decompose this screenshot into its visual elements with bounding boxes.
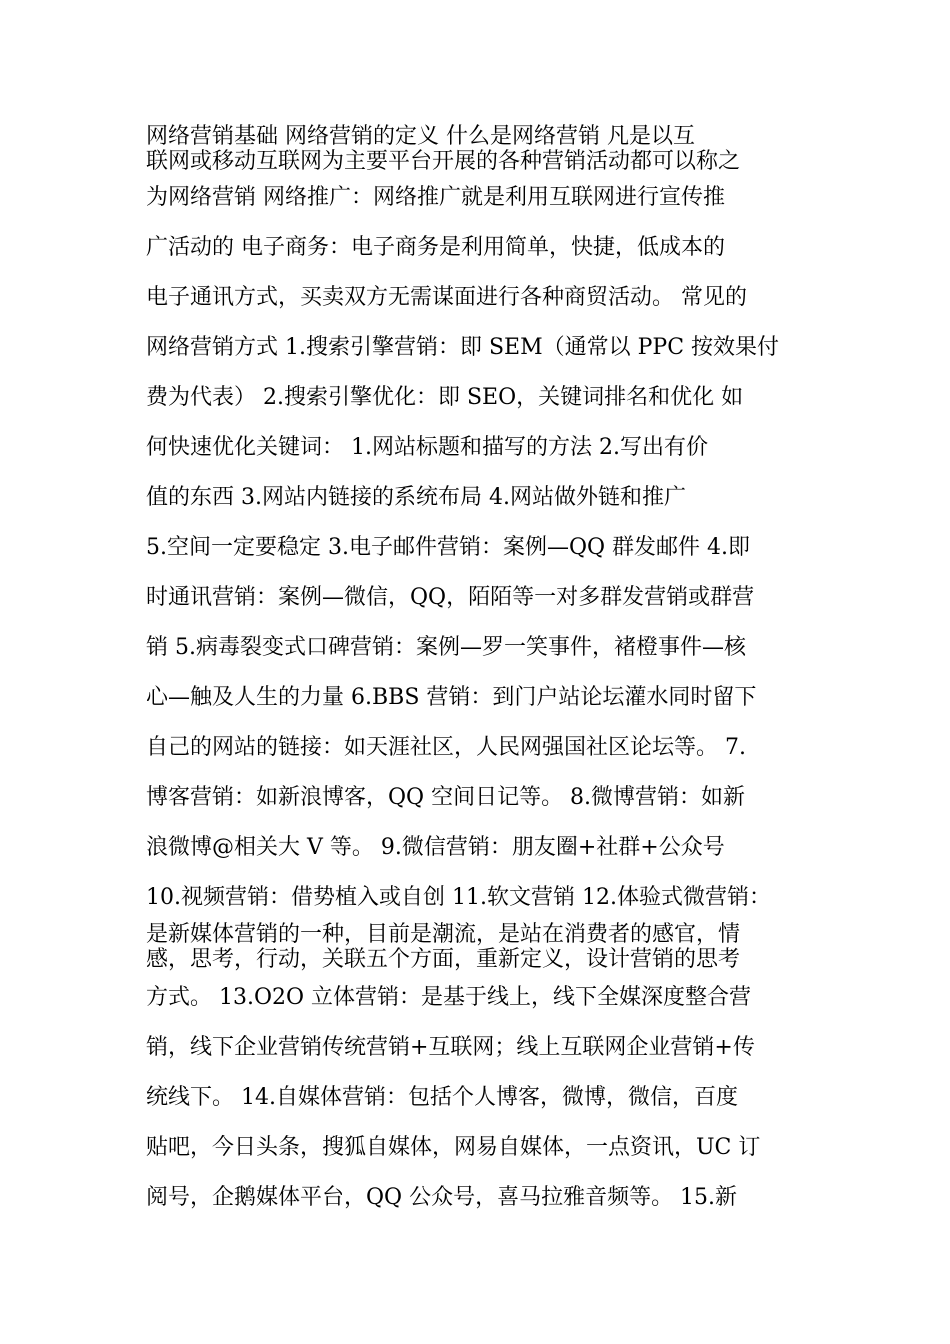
text-line: 统线下。 14.自媒体营销：包括个人博客，微博，微信，百度 [146,1085,738,1110]
text-line: 电子通讯方式，买卖双方无需谋面进行各种商贸活动。 常见的 [146,285,747,310]
text-line: 时通讯营销：案例—微信，QQ，陌陌等一对多群发营销或群营 [146,585,755,610]
text-line: 费为代表） 2.搜索引擎优化：即 SEO，关键词排名和优化 如 [146,385,744,410]
text-line: 联网或移动互联网为主要平台开展的各种营销活动都可以称之 [146,149,741,174]
text-line: 心—触及人生的力量 6.BBS 营销：到门户站论坛灌水同时留下 [146,685,757,710]
text-line: 何快速优化关键词： 1.网站标题和描写的方法 2.写出有价 [146,435,708,460]
text-line: 广活动的 电子商务：电子商务是利用简单，快捷，低成本的 [146,235,725,260]
text-line: 感，思考，行动，关联五个方面，重新定义，设计营销的思考 [146,947,741,972]
text-line: 是新媒体营销的一种，目前是潮流，是站在消费者的感官，情 [146,922,741,947]
text-line: 浪微博@相关大 V 等。 9.微信营销：朋友圈+社群+公众号 [146,835,725,860]
text-line: 销 5.病毒裂变式口碑营销：案例—罗一笑事件，褚橙事件—核 [146,635,746,660]
text-line: 阅号，企鹅媒体平台，QQ 公众号，喜马拉雅音频等。 15.新 [146,1185,738,1210]
text-line: 为网络营销 网络推广：网络推广就是利用互联网进行宣传推 [146,185,725,210]
text-line: 网络营销方式 1.搜索引擎营销：即 SEM（通常以 PPC 按效果付 [146,335,780,360]
text-line: 5.空间一定要稳定 3.电子邮件营销：案例—QQ 群发邮件 4.即 [146,535,751,560]
text-line: 10.视频营销：借势植入或自创 11.软文营销 12.体验式微营销： [146,885,771,910]
text-line: 销，线下企业营销传统营销+互联网；线上互联网企业营销+传 [146,1035,755,1060]
text-line: 博客营销：如新浪博客，QQ 空间日记等。 8.微博营销：如新 [146,785,746,810]
text-line: 网络营销基础 网络营销的定义 什么是网络营销 凡是以互 [146,124,695,149]
text-line: 贴吧，今日头条，搜狐自媒体，网易自媒体，一点资讯，UC 订 [146,1135,761,1160]
text-line: 自己的网站的链接：如天涯社区，人民网强国社区论坛等。 7. [146,735,746,760]
text-line: 值的东西 3.网站内链接的系统布局 4.网站做外链和推广 [146,485,686,510]
text-line: 方式。 13.O2O 立体营销：是基于线上，线下全媒深度整合营 [146,985,752,1010]
